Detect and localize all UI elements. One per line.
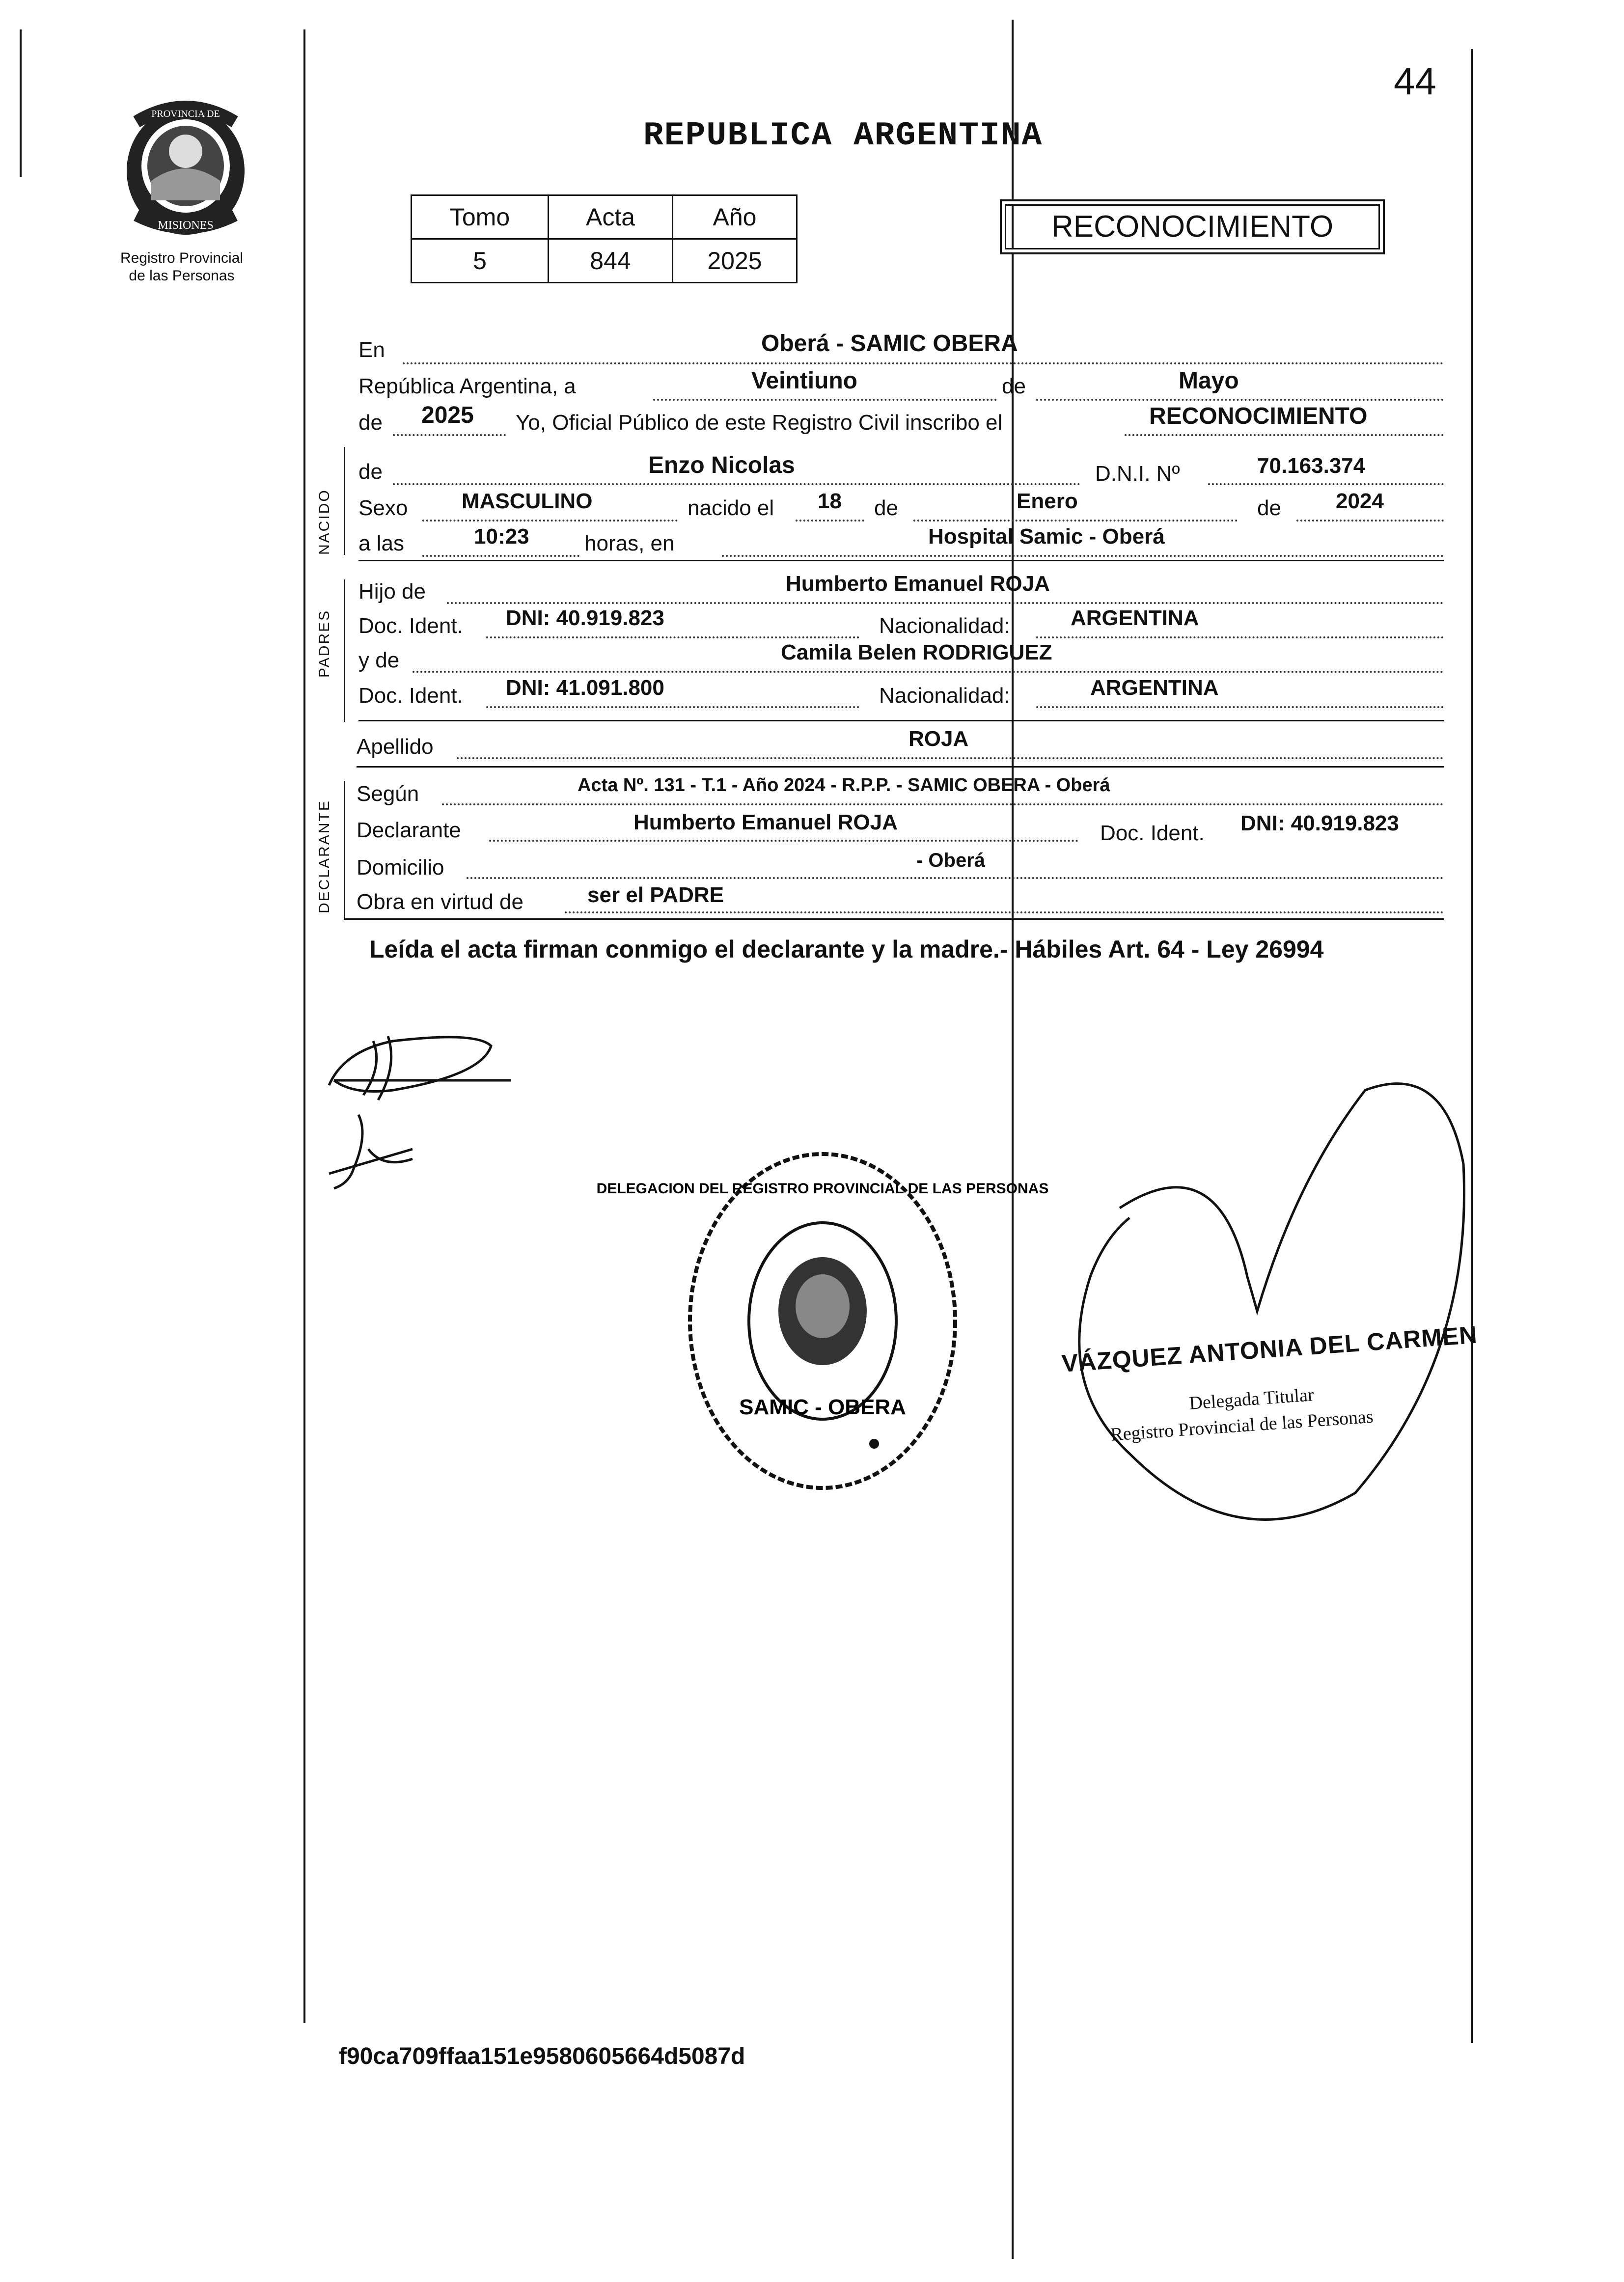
nacido-divider xyxy=(358,560,1444,561)
birth-day-value: 18 xyxy=(818,489,842,513)
declarante-label: Declarante xyxy=(357,818,461,842)
inscribo-text: Yo, Oficial Público de este Registro Civil inscribo el xyxy=(516,411,1003,435)
acta-header: Acta xyxy=(549,195,673,239)
declarante-dots xyxy=(489,840,1078,842)
signature-declarante xyxy=(314,1021,521,1208)
father-value: Humberto Emanuel ROJA xyxy=(786,572,1050,596)
birth-day-dots xyxy=(796,520,864,522)
declarante-doc-value: DNI: 40.919.823 xyxy=(1240,811,1399,835)
dni-value: 70.163.374 xyxy=(1257,454,1366,478)
logo-caption-line-2: de las Personas xyxy=(129,268,235,284)
logo-bottom-text: MISIONES xyxy=(158,219,214,232)
apellido-divider xyxy=(357,766,1444,768)
obra-label: Obra en virtud de xyxy=(357,890,523,914)
month-value: Mayo xyxy=(1179,368,1239,394)
padres-divider xyxy=(358,720,1444,721)
declarante-doc-label: Doc. Ident. xyxy=(1100,821,1205,845)
a-las-label: a las xyxy=(358,531,404,555)
logo-caption xyxy=(98,249,265,285)
en-value: Oberá - SAMIC OBERA xyxy=(761,330,1018,357)
segun-label: Según xyxy=(357,782,419,806)
official-role: Delegada Titular xyxy=(1188,1384,1315,1414)
y-de-label: y de xyxy=(358,648,400,672)
declarante-value: Humberto Emanuel ROJA xyxy=(633,810,898,834)
nacido-bracket xyxy=(344,447,345,555)
official-name: VÁZQUEZ ANTONIA DEL CARMEN xyxy=(1061,1320,1479,1377)
act-type-box: RECONOCIMIENTO xyxy=(1000,199,1385,254)
padres-side-label: PADRES xyxy=(316,609,332,678)
name-dots xyxy=(393,483,1080,485)
registry-seal xyxy=(596,1139,1049,1503)
month-de-label: de xyxy=(1002,374,1026,398)
domicilio-dots xyxy=(467,877,1444,879)
month-dots xyxy=(1036,399,1444,401)
nacido-el-label: nacido el xyxy=(688,496,774,520)
declarante-divider xyxy=(344,918,1444,920)
padres-bracket xyxy=(344,579,345,722)
logo-top-text: PROVINCIA DE xyxy=(151,109,220,119)
document-hash: f90ca709ffaa151e9580605664d5087d xyxy=(339,2043,745,2069)
hijo-label: Hijo de xyxy=(358,579,426,604)
father-nac-value: ARGENTINA xyxy=(1071,606,1199,630)
closing-text: Leída el acta firman conmigo el declarante y la madre.- Hábiles Art. 64 - Ley 26994 xyxy=(369,935,1324,963)
mother-nac-label: Nacionalidad: xyxy=(879,684,1010,708)
domicilio-label: Domicilio xyxy=(357,855,444,880)
place-value: Hospital Samic - Oberá xyxy=(928,524,1165,549)
republica-label: República Argentina, a xyxy=(358,374,576,398)
birth-year-dots xyxy=(1296,520,1444,522)
en-dots xyxy=(403,362,1444,364)
tomo-header: Tomo xyxy=(412,195,549,239)
father-nac-dots xyxy=(1036,636,1444,638)
year-value: 2025 xyxy=(421,402,474,428)
mother-doc-dots xyxy=(486,706,859,708)
nacido-de-label: de xyxy=(358,460,383,484)
record-table xyxy=(411,194,798,283)
right-edge-line xyxy=(1471,49,1473,2043)
logo-caption-line-1: Registro Provincial xyxy=(120,250,244,266)
obra-dots xyxy=(565,911,1444,913)
apellido-dots xyxy=(457,757,1444,759)
time-value: 10:23 xyxy=(474,524,529,549)
record-table-value-row xyxy=(412,239,797,283)
anio-value: 2025 xyxy=(673,239,797,283)
apellido-label: Apellido xyxy=(357,735,434,759)
nacido-side-label: NACIDO xyxy=(316,489,332,555)
birth-de-label-2: de xyxy=(1257,496,1281,520)
year-prefix: de xyxy=(358,411,383,435)
declarante-bracket xyxy=(344,781,345,918)
birth-month-dots xyxy=(913,520,1238,522)
binding-line xyxy=(303,29,305,2023)
father-nac-label: Nacionalidad: xyxy=(879,614,1010,638)
year-dots xyxy=(393,434,506,436)
left-edge-line xyxy=(20,29,22,177)
inscribo-value: RECONOCIMIENTO xyxy=(1149,403,1368,429)
mother-doc-value: DNI: 41.091.800 xyxy=(506,676,664,700)
day-dots xyxy=(653,399,997,401)
declarante-side-label: DECLARANTE xyxy=(316,799,332,913)
anio-header: Año xyxy=(673,195,797,239)
father-dots xyxy=(447,602,1444,604)
birth-de-label: de xyxy=(874,496,898,520)
record-table-header-row xyxy=(412,195,797,239)
time-dots xyxy=(422,555,579,557)
father-doc-dots xyxy=(486,636,859,638)
mother-nac-dots xyxy=(1036,706,1444,708)
mother-nac-value: ARGENTINA xyxy=(1090,676,1219,700)
name-value: Enzo Nicolas xyxy=(648,452,795,478)
dni-label: D.N.I. Nº xyxy=(1095,462,1180,486)
seal-ring-text: DELEGACION DEL REGISTRO PROVINCIAL DE LAS PERSONAS xyxy=(596,1181,1049,1197)
place-dots xyxy=(722,555,1444,557)
father-doc-value: DNI: 40.919.823 xyxy=(506,606,664,630)
mother-value: Camila Belen RODRIGUEZ xyxy=(781,640,1052,664)
day-value: Veintiuno xyxy=(751,368,857,394)
en-label: En xyxy=(358,338,385,362)
dni-dots xyxy=(1208,483,1444,485)
segun-dots xyxy=(442,803,1444,805)
inscribo-dots xyxy=(1125,434,1444,436)
birth-month-value: Enero xyxy=(1017,489,1078,513)
seal-center-text: SAMIC - OBERA xyxy=(739,1395,906,1419)
page-number: 44 xyxy=(1394,59,1436,103)
mother-doc-label: Doc. Ident. xyxy=(358,684,463,708)
birth-year-value: 2024 xyxy=(1336,489,1384,513)
segun-value: Acta Nº. 131 - T.1 - Año 2024 - R.P.P. - SAMIC OBERA - Oberá xyxy=(578,775,1110,796)
obra-value: ser el PADRE xyxy=(587,883,724,907)
horas-label: horas, en xyxy=(584,531,675,555)
acta-value: 844 xyxy=(549,239,673,283)
country-title: REPUBLICA ARGENTINA xyxy=(643,117,1043,155)
sexo-value: MASCULINO xyxy=(462,489,593,513)
sexo-label: Sexo xyxy=(358,496,408,520)
official-office: Registro Provincial de las Personas xyxy=(1110,1406,1374,1445)
mother-dots xyxy=(413,671,1444,673)
father-doc-label: Doc. Ident. xyxy=(358,614,463,638)
province-logo xyxy=(117,92,254,240)
domicilio-value: - Oberá xyxy=(916,850,986,871)
apellido-value: ROJA xyxy=(908,727,969,751)
sexo-dots xyxy=(422,520,678,522)
tomo-value: 5 xyxy=(412,239,549,283)
